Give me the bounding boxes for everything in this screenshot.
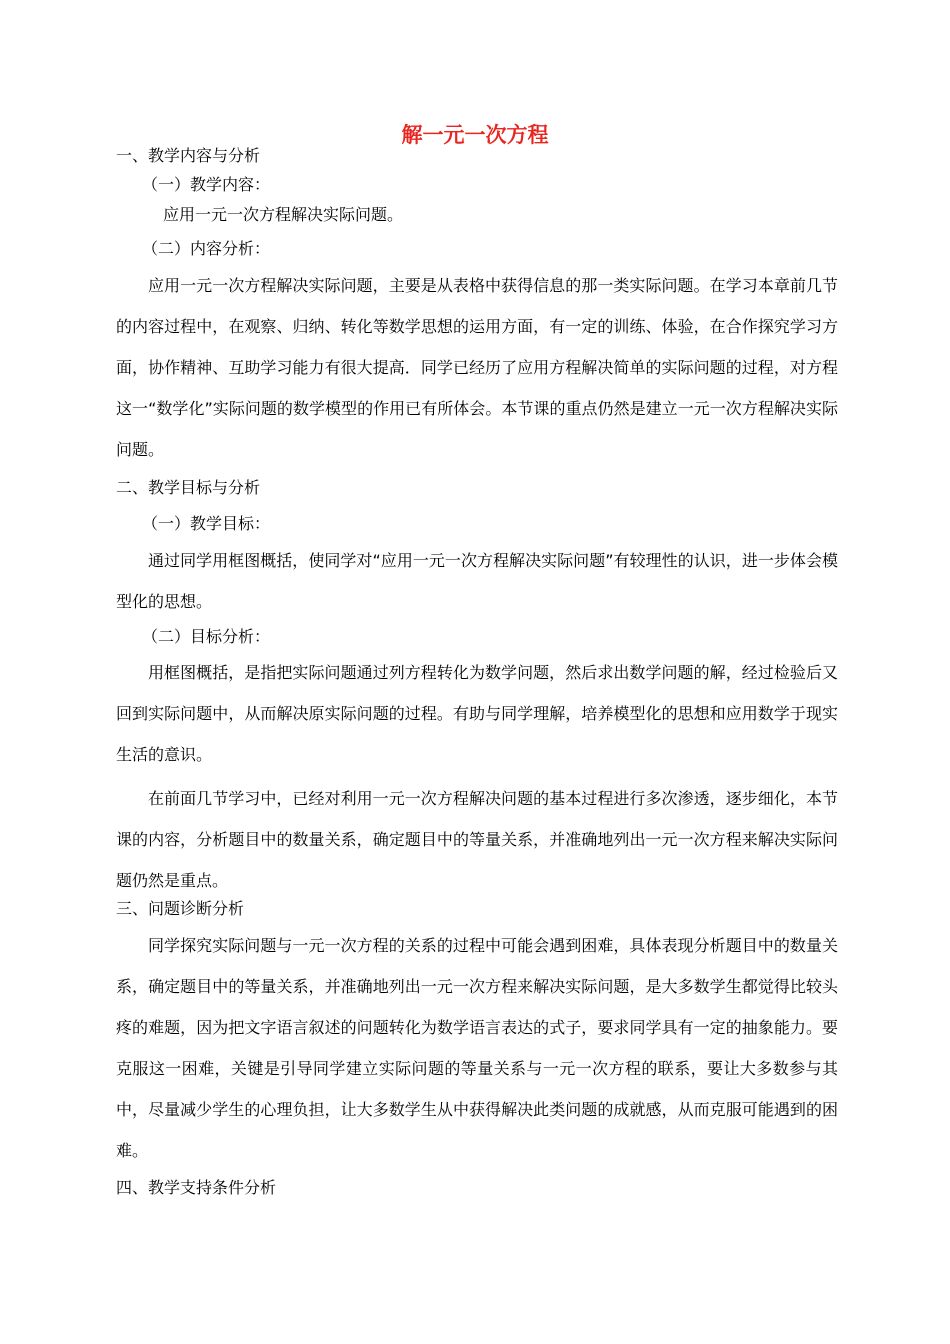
- subheading-objective-analysis: （二）目标分析：: [142, 627, 271, 646]
- content-analysis-paragraph: 应用一元一次方程解决实际问题，主要是从表格中获得信息的那一类实际问题。在学习本章前几节的内容过程中，在观察、归纳、转化等数学思想的运用方面，有一定的训练、体验，在合作探究学习方面，协作精神、互助学习能力有很大提高．同学已经历了应用方程解决简单的实际问题的过程，对方程这一“数学化”实际问题的数学模型的作用已有所体会。本节课的重点仍然是建立一元一次方程解决实际问题。: [116, 276, 838, 459]
- subheading-teaching-content: （一）教学内容：: [142, 175, 271, 194]
- teaching-content-text: 应用一元一次方程解决实际问题。: [163, 205, 404, 224]
- section-heading-objectives: 二、教学目标与分析: [116, 478, 261, 497]
- section-heading-problem-diagnosis: 三、问题诊断分析: [116, 899, 245, 918]
- objective-analysis-paragraph: 用框图概括，是指把实际问题通过列方程转化为数学问题，然后求出数学问题的解，经过检验后又回到实际问题中，从而解决原实际问题的过程。有助与同学理解，培养模型化的思想和应用数学于现实生活的意识。: [116, 663, 838, 764]
- prior-learning-paragraph: 在前面几节学习中，已经对利用一元一次方程解决问题的基本过程进行多次渗透，逐步细化，本节课的内容，分析题目中的数量关系，确定题目中的等量关系，并准确地列出一元一次方程来解决实际问题仍然是重点。: [116, 789, 838, 890]
- document-title: 解一元一次方程: [401, 123, 549, 147]
- section-heading-support-conditions: 四、教学支持条件分析: [116, 1178, 277, 1197]
- problem-diagnosis-paragraph: 同学探究实际问题与一元一次方程的关系的过程中可能会遇到困难，具体表现分析题目中的数量关系，确定题目中的等量关系，并准确地列出一元一次方程来解决实际问题，是大多数学生都觉得比较头疼的难题，因为把文字语言叙述的问题转化为数学语言表达的式子，要求同学具有一定的抽象能力。要克服这一困难，关键是引导同学建立实际问题的等量关系与一元一次方程的联系，要让大多数参与其中，尽量减少学生的心理负担，让大多数学生从中获得解决此类问题的成就感，从而克服可能遇到的困难。: [116, 936, 838, 1160]
- subheading-teaching-objectives: （一）教学目标：: [142, 514, 271, 533]
- section-heading-content-analysis: 一、教学内容与分析: [116, 146, 261, 165]
- objectives-paragraph: 通过同学用框图概括，使同学对“应用一元一次方程解决实际问题”有较理性的认识，进一步体会模型化的思想。: [116, 551, 838, 611]
- subheading-content-analysis: （二）内容分析：: [142, 239, 271, 258]
